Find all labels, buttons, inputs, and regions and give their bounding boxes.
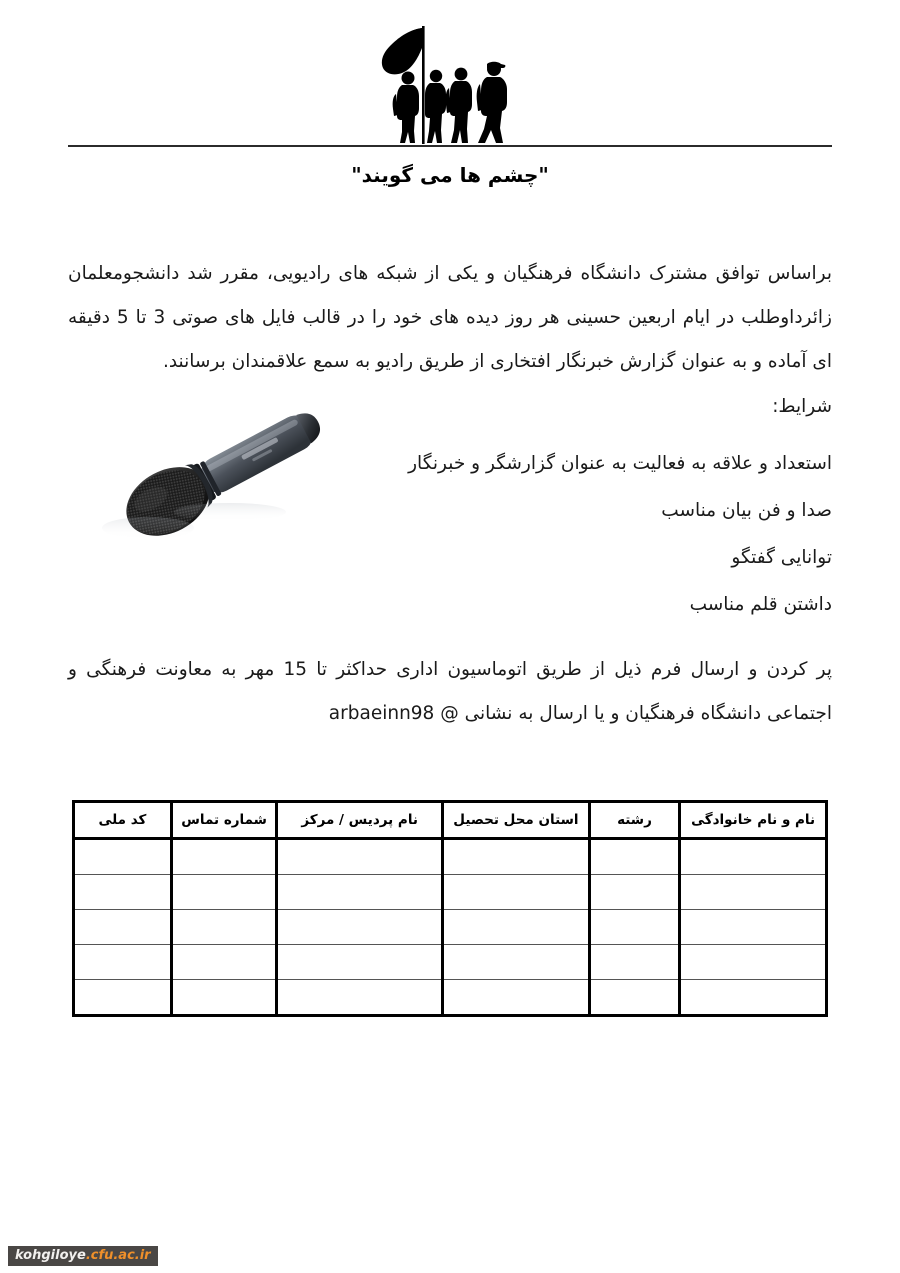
cell-province[interactable] (442, 839, 589, 875)
submission-text: پر کردن و ارسال فرم ذیل از طریق اتوماسیون اداری حداکثر تا 15 مهر به معاونت فرهنگی و اجتماعی دانشگاه فرهنگیان و یا ارسال به نشانی (68, 659, 833, 724)
cell-phone[interactable] (171, 875, 276, 910)
submission-handle: arbaeinn98 @ (328, 703, 459, 724)
cell-campus[interactable] (277, 875, 443, 910)
cell-campus[interactable] (277, 980, 443, 1016)
cell-campus[interactable] (277, 839, 443, 875)
conditions-label: شرایط: (772, 396, 832, 417)
list-item: توانایی گفتگو (731, 547, 832, 568)
column-header-province: استان محل تحصیل (442, 802, 589, 839)
page-title: "چشم ها می گویند" (351, 163, 549, 187)
cell-campus[interactable] (277, 945, 443, 980)
registration-form-table (72, 800, 828, 1017)
cell-province[interactable] (442, 910, 589, 945)
cell-campus[interactable] (277, 910, 443, 945)
column-header-field-of-study: رشته (589, 802, 679, 839)
table-row[interactable] (74, 945, 827, 980)
list-item: استعداد و علاقه به فعالیت به عنوان گزارشگر و خبرنگار (408, 453, 832, 474)
column-header-phone: شماره تماس (171, 802, 276, 839)
table-row[interactable] (74, 839, 827, 875)
registration-form-table-wrapper (72, 800, 828, 1017)
watermark-tld: .cfu.ac.ir (85, 1248, 151, 1263)
cell-field-of-study[interactable] (589, 839, 679, 875)
cell-full-name[interactable] (680, 839, 827, 875)
table-row[interactable] (74, 980, 827, 1016)
cell-field-of-study[interactable] (589, 980, 679, 1016)
watermark-domain: kohgiloye (15, 1248, 86, 1263)
site-watermark (8, 1246, 158, 1266)
cell-province[interactable] (442, 980, 589, 1016)
column-header-full-name: نام و نام خانوادگی (680, 802, 827, 839)
cell-phone[interactable] (171, 839, 276, 875)
cell-field-of-study[interactable] (589, 945, 679, 980)
list-item: صدا و فن بیان مناسب (661, 500, 832, 521)
cell-national-id[interactable] (74, 875, 172, 910)
cell-national-id[interactable] (74, 910, 172, 945)
column-header-campus: نام پردیس / مرکز (277, 802, 443, 839)
table-row[interactable] (74, 875, 827, 910)
intro-paragraph-block (68, 252, 832, 384)
cell-phone[interactable] (171, 945, 276, 980)
intro-paragraph: براساس توافق مشترک دانشگاه فرهنگیان و یکی از شبکه های رادیویی، مقرر شد دانشجومعلمان زائرداوطلب در ایام اربعین حسینی هر روز دیده های خود را در قالب فایل های صوتی 3 تا 5 دقیقه ای آماده و به عنوان گزارش خبرنگار افتخاری از طریق رادیو به سمع علاقمندان برسانند. (68, 263, 832, 372)
arbaeen-pilgrims-silhouette-icon (0, 12, 900, 146)
cell-field-of-study[interactable] (589, 875, 679, 910)
cell-full-name[interactable] (680, 980, 827, 1016)
handheld-microphone-icon (70, 398, 370, 553)
cell-phone[interactable] (171, 910, 276, 945)
cell-national-id[interactable] (74, 839, 172, 875)
submission-paragraph (68, 648, 832, 736)
cell-national-id[interactable] (74, 945, 172, 980)
submission-paragraph-block (68, 648, 832, 736)
column-header-national-id: کد ملی (74, 802, 172, 839)
cell-phone[interactable] (171, 980, 276, 1016)
header-divider (68, 145, 832, 147)
cell-full-name[interactable] (680, 875, 827, 910)
table-row[interactable] (74, 910, 827, 945)
cell-province[interactable] (442, 945, 589, 980)
list-item: داشتن قلم مناسب (689, 594, 832, 615)
cell-national-id[interactable] (74, 980, 172, 1016)
cell-field-of-study[interactable] (589, 910, 679, 945)
cell-province[interactable] (442, 875, 589, 910)
cell-full-name[interactable] (680, 945, 827, 980)
table-header-row (74, 802, 827, 839)
cell-full-name[interactable] (680, 910, 827, 945)
